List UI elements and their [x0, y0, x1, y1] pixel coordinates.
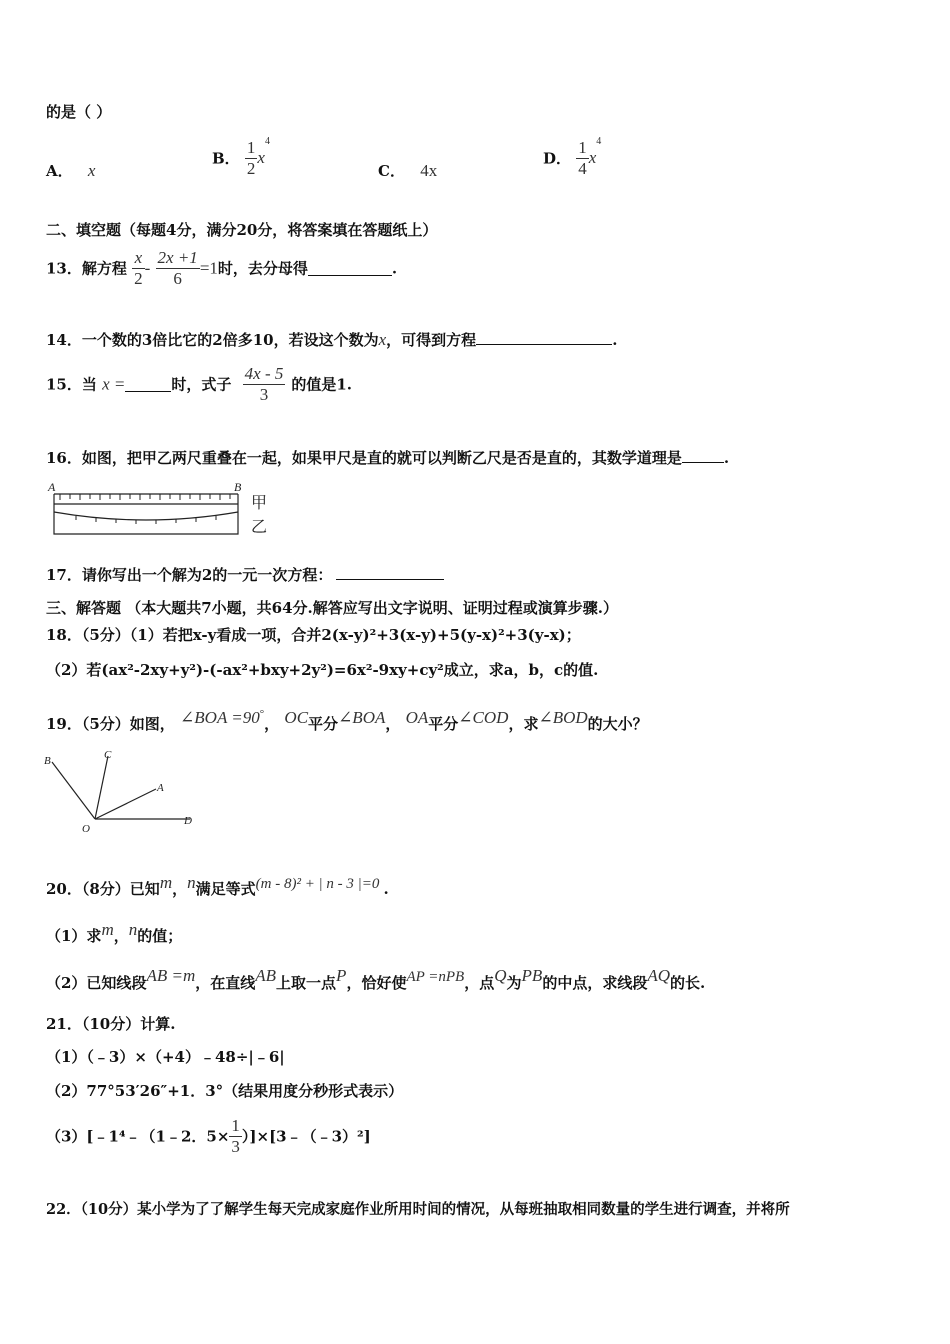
q19-bisect-1: 平分 — [308, 715, 339, 733]
q17-text: 17．请你写出一个解为2的一元一次方程： — [46, 566, 333, 584]
q19-angle-cod: ∠COD — [458, 708, 509, 727]
q13-fraction-1 — [132, 248, 145, 289]
option-d-den: 4 — [578, 158, 587, 178]
q20-p2-t6: 的中点，求线段 — [542, 974, 648, 992]
option-c — [378, 160, 437, 181]
q16 — [46, 448, 729, 468]
ruler-jia-ticks — [60, 494, 230, 500]
q21-p3-num: 1 — [231, 1116, 240, 1135]
q19-comma-1: ， — [264, 715, 280, 733]
q20-p2-t4: ，点 — [464, 974, 495, 992]
q13-f2-num: 2x +1 — [157, 248, 198, 267]
option-b — [212, 136, 270, 179]
ruler-frame — [54, 494, 238, 534]
q16-text: 16．如图，把甲乙两尺重叠在一起，如果甲尺是直的就可以判断乙尺是否是直的，其数学道理是 — [46, 449, 682, 467]
q20-part-1 — [46, 920, 182, 946]
q21-title: 21．（10分）计算. — [46, 1015, 176, 1033]
q13-eq: =1 — [199, 258, 218, 278]
q20-p2-pb: PB — [521, 966, 543, 985]
q15-f-den: 3 — [259, 385, 269, 404]
q20-p2-pre: （2）已知线段 — [46, 974, 147, 992]
q20-m: m — [159, 873, 173, 892]
q21-p3-fraction — [229, 1116, 242, 1157]
q15-answer-blank[interactable] — [125, 377, 171, 392]
option-b-den: 2 — [246, 158, 256, 178]
option-d-exp: 4 — [596, 136, 602, 147]
option-a — [46, 160, 95, 181]
q19-comma-2: ， — [385, 715, 401, 733]
q15-f-num: 4x - 5 — [244, 364, 284, 383]
q14-text: 14．一个数的3倍比它的2倍多10，若设这个数为 — [46, 331, 379, 349]
q20-p2-ab-m: AB =m — [146, 966, 196, 985]
option-b-label: B． — [212, 149, 240, 168]
q20-p2-aq: AQ — [647, 966, 670, 985]
ruler-label-yi: 乙 — [251, 517, 268, 536]
q15-var: x = — [102, 374, 126, 394]
q20-p1-pre: （1）求 — [46, 927, 102, 945]
q21-part-3 — [46, 1116, 371, 1157]
ray-ob — [52, 762, 95, 819]
label-b: B — [44, 755, 51, 767]
option-a-label: A． — [46, 162, 73, 180]
q13-post: 时，去分母得 — [217, 259, 308, 278]
option-d-label: D． — [543, 149, 572, 168]
q12-tail: 的是（ ） — [46, 103, 112, 121]
q15 — [46, 364, 352, 405]
q14 — [46, 330, 617, 350]
q20-p2-p: P — [336, 966, 347, 985]
option-c-expr: 4x — [420, 161, 438, 180]
option-b-num: 1 — [246, 137, 256, 157]
q19-pre: 19．（5分）如图， — [46, 715, 175, 733]
q20-p2-t3: ，恰好使 — [346, 974, 407, 992]
option-a-expr: x — [87, 161, 96, 180]
q13-minus: - — [144, 258, 151, 278]
q21-p3-pre: （3）[﹣1⁴﹣（1﹣2．5× — [46, 1127, 230, 1146]
q20-p2-t1: ，在直线 — [195, 974, 256, 992]
q19-degree: ° — [259, 708, 265, 720]
q13-number: 13． — [46, 259, 82, 278]
q16-answer-blank[interactable] — [682, 448, 724, 463]
q20-p2-q: Q — [494, 966, 507, 985]
ruler-figure — [46, 478, 286, 540]
q20-n: n — [187, 873, 196, 892]
q14-text2: ，可得到方程 — [386, 331, 477, 349]
q15-mid: 时，式子 — [171, 375, 232, 394]
option-b-exp: 4 — [264, 136, 270, 147]
q20-p2-t5: 为 — [506, 974, 522, 992]
option-d-num: 1 — [578, 137, 587, 157]
q21-part-2: （2）77°53′26″+1．3°（结果用度分秒形式表示） — [46, 1082, 404, 1100]
ruler-label-jia: 甲 — [251, 493, 268, 512]
q14-var: x — [378, 330, 387, 349]
q15-post: 的值是1. — [291, 375, 353, 394]
q20-end: . — [383, 880, 389, 898]
label-d: D — [184, 815, 192, 827]
label-c: C — [104, 749, 112, 761]
q20-p1-m: m — [101, 920, 114, 939]
option-b-fraction — [245, 138, 258, 179]
section-2-title: 二、填空题（每题4分，满分20分，将答案填在答题纸上） — [46, 221, 438, 239]
q20-part-2 — [46, 966, 705, 993]
q13-pre: 解方程 — [81, 259, 127, 278]
q15-pre: 当 — [81, 375, 97, 394]
q20-equation: (m - 8)² + | n - 3 |=0 — [255, 876, 380, 892]
q19-angle-bod: ∠BOD — [538, 708, 588, 727]
q13 — [46, 248, 397, 289]
q19-bisect-2: 平分 — [428, 715, 459, 733]
q19-oa: OA — [405, 708, 429, 727]
q20-p2-eq: AP =nPB — [406, 969, 465, 985]
q13-f1-num: x — [132, 248, 145, 269]
q14-answer-blank[interactable] — [476, 330, 612, 345]
q15-number: 15． — [46, 375, 82, 394]
ruler-label-a: A — [48, 480, 56, 494]
q15-fraction — [243, 364, 286, 405]
q20-p1-post: 的值； — [137, 927, 183, 945]
label-a: A — [157, 782, 164, 794]
option-d-fraction — [576, 138, 589, 179]
q17 — [46, 565, 444, 585]
option-b-var: x — [257, 148, 265, 167]
q20-mid: 满足等式 — [195, 880, 256, 898]
q20-pre: 20．（8分）已知 — [46, 880, 160, 898]
ray-oa — [95, 789, 156, 819]
q13-fraction-2 — [156, 248, 200, 289]
q14-end: . — [612, 331, 618, 349]
q19-ask: ，求 — [508, 715, 539, 733]
q16-end: . — [723, 449, 730, 467]
q18-line-2: （2）若(ax²-2xy+y²)-(-ax²+bxy+2y²)=6x²-9xy+cy²成立，求a，b，c的值. — [46, 661, 599, 679]
q21-part-1: （1）（﹣3）×（+4）﹣48÷|﹣6| — [46, 1048, 285, 1066]
q20-p1-comma: ， — [113, 927, 129, 945]
q19-oc: OC — [284, 708, 309, 727]
q19 — [46, 704, 648, 734]
q13-f1-den: 2 — [134, 269, 143, 288]
q20-p1-n: n — [128, 920, 138, 939]
q17-answer-blank[interactable] — [336, 565, 444, 580]
label-o: O — [82, 823, 90, 835]
q13-f2-den: 6 — [173, 269, 182, 288]
ray-oc — [95, 756, 108, 819]
angle-figure — [40, 746, 210, 836]
q20-comma: ， — [172, 880, 188, 898]
q21-p3-den: 3 — [231, 1137, 240, 1156]
q13-answer-blank[interactable] — [308, 261, 392, 276]
option-c-label: C． — [378, 162, 405, 180]
q22-text: 22．（10分）某小学为了了解学生每天完成家庭作业所用时间的情况，从每班抽取相同数量的学生进行调查，并将所 — [46, 1201, 790, 1218]
q20 — [46, 873, 389, 899]
q20-p2-t2: 上取一点 — [276, 974, 337, 992]
ruler-yi-curve — [54, 512, 238, 520]
q19-angle-boa: ∠BOA — [338, 708, 386, 727]
option-d — [543, 136, 601, 179]
q18-line-1: 18．（5分）（1）若把x-y看成一项，合并2(x-y)²+3(x-y)+5(y-x)²+3(y-x)； — [46, 626, 581, 644]
option-d-var: x — [588, 148, 597, 167]
section-3-title: 三、解答题 （本大题共7小题，共64分.解答应写出文字说明、证明过程或演算步骤.） — [46, 599, 618, 617]
q19-angle-boa-90: ∠BOA =90 — [180, 708, 260, 727]
q21-p3-post: ）]×[3﹣（﹣3）²] — [241, 1127, 371, 1146]
q20-p2-ab: AB — [255, 966, 277, 985]
q19-post: 的大小？ — [587, 715, 648, 733]
q13-end: . — [391, 259, 398, 278]
ruler-label-b: B — [234, 480, 242, 494]
q20-p2-t7: 的长. — [670, 974, 706, 992]
